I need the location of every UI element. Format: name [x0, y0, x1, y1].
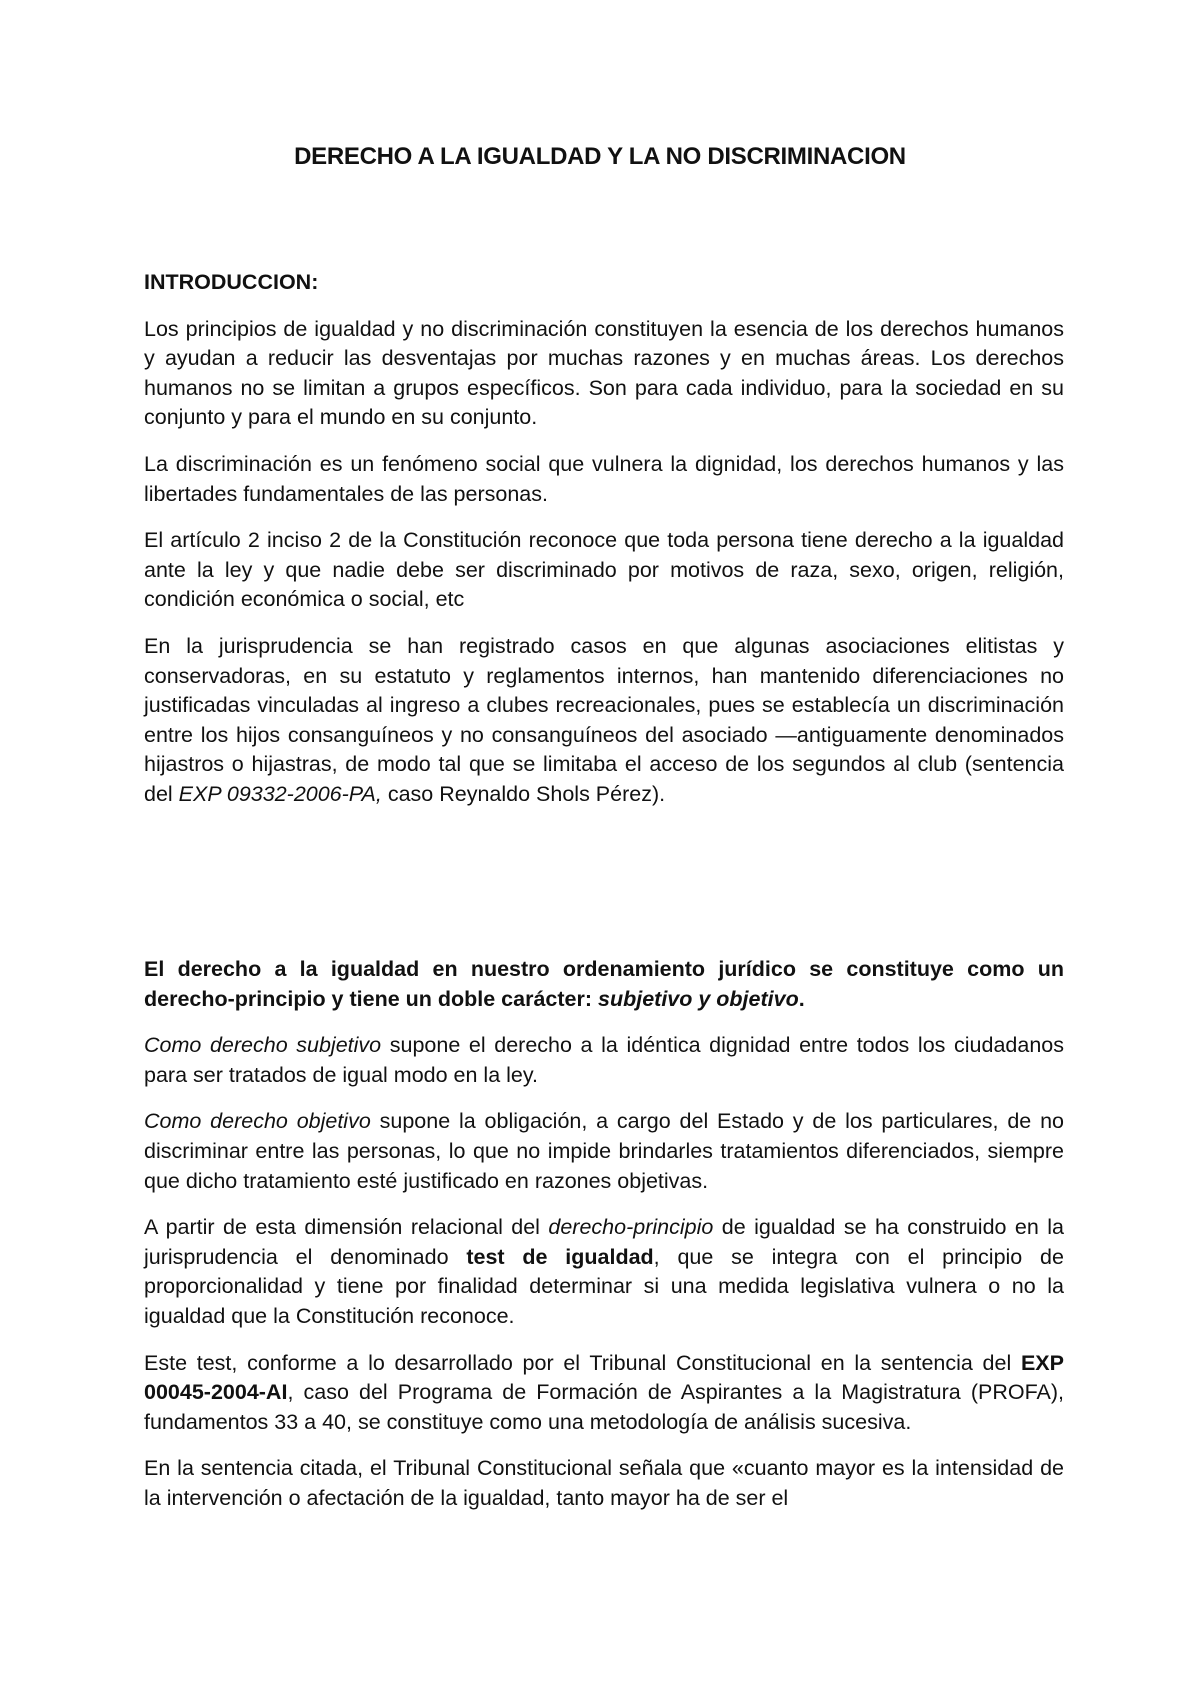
- italic-term: derecho-principio: [548, 1215, 714, 1240]
- intro-heading: INTRODUCCION:: [144, 270, 319, 294]
- heading-end: .: [798, 986, 805, 1011]
- case-reference: EXP 00045-2004-AI: [144, 1350, 1064, 1405]
- paragraph-text: supone el derecho a la idéntica dignidad entre todos los ciudadanos para ser tratados de igual modo en la ley.: [144, 1033, 1064, 1087]
- document-title: DERECHO A LA IGUALDAD Y LA NO DISCRIMINACION: [294, 143, 906, 170]
- paragraph-subjective-right: [144, 1031, 1064, 1090]
- italic-term: Como derecho subjetivo: [144, 1033, 382, 1058]
- paragraph-text: de igualdad se ha construido en la jurisprudencia el denominado: [144, 1215, 1064, 1269]
- paragraph-text: , caso del Programa de Formación de Aspirantes a la Magistratura (PROFA), fundamentos 33 a 40, se constituye como una metodología de análisis sucesiva.: [144, 1380, 1064, 1434]
- paragraph-text: A partir de esta dimensión relacional del: [144, 1215, 549, 1240]
- paragraph-text: supone la obligación, a cargo del Estado y de los particulares, de no discriminar entre las personas, lo que no impide brindarles tratamientos diferenciados, siempre que dicho tratamiento esté justificado en razones objetivas.: [144, 1109, 1064, 1193]
- paragraph-text: , que se integra con el principio de proporcionalidad y tiene por finalidad determinar si una medida legislativa vulnera o no la igualdad que la Constitución reconoce.: [144, 1244, 1064, 1328]
- italic-term: Como derecho objetivo: [144, 1109, 371, 1134]
- equality-section: [144, 955, 1064, 1531]
- paragraph-principles: Los principios de igualdad y no discriminación constituyen la esencia de los derechos humanos y ayudan a reducir las desventajas por muchas razones y en muchas áreas. Los derechos humanos no se limitan a grupos específicos. Son para cada individuo, para la sociedad en su conjunto y para el mundo en su conjunto.: [144, 316, 1064, 430]
- heading-text: El derecho a la igualdad en nuestro ordenamiento jurídico se constituye como un derecho-principio y tiene un doble carácter:: [144, 957, 1064, 1011]
- paragraph-profa-case: [144, 1349, 1064, 1438]
- paragraph-constitution-article: El artículo 2 inciso 2 de la Constitución reconoce que toda persona tiene derecho a la igualdad ante la ley y que nadie debe ser discriminado por motivos de raza, sexo, origen, religión, condición económica o social, etc: [144, 528, 1064, 612]
- section-heading: [144, 955, 1064, 1014]
- paragraph-objective-right: [144, 1107, 1064, 1196]
- paragraph-tribunal-quote: En la sentencia citada, el Tribunal Constitucional señala que «cuanto mayor es la intensidad de la intervención o afectación de la igualdad, tanto mayor ha de ser el: [144, 1456, 1064, 1510]
- paragraph-text: Este test, conforme a lo desarrollado por el Tribunal Constitucional en la sentencia del: [144, 1350, 1021, 1375]
- paragraph-text: En la jurisprudencia se han registrado casos en que algunas asociaciones elitistas y conservadoras, en su estatuto y reglamentos internos, han mantenido diferenciaciones no justificadas vinculadas al ingreso a clubes recreacionales, pues se establecía un discriminación entre los hijos consanguíneos y no consanguíneos del asociado —antiguamente denominados hijastros o hijastras, de modo tal que se limitaba el acceso de los segundos al club (sentencia del: [144, 633, 1064, 806]
- introduction-section: [144, 268, 1064, 827]
- paragraph-jurisprudence: [144, 632, 1064, 810]
- bold-term: test de igualdad: [466, 1244, 654, 1269]
- paragraph-discrimination: La discriminación es un fenómeno social que vulnera la dignidad, los derechos humanos y las libertades fundamentales de las personas.: [144, 451, 1064, 506]
- heading-italic-text: subjetivo y objetivo: [598, 986, 799, 1011]
- case-reference: EXP 09332-2006-PA,: [178, 781, 382, 806]
- paragraph-equality-test: [144, 1213, 1064, 1331]
- paragraph-text: caso Reynaldo Shols Pérez).: [381, 781, 666, 806]
